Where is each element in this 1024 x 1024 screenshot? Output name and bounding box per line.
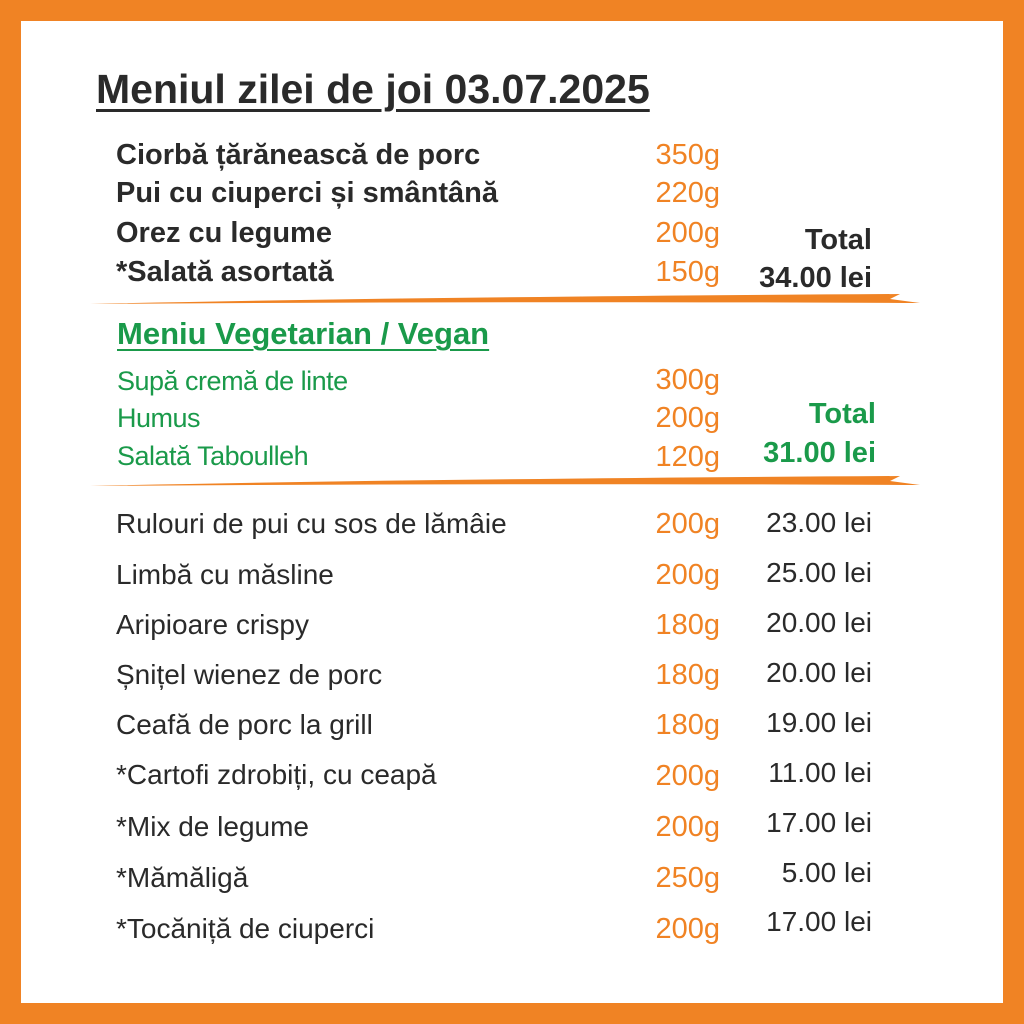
dish-weight: 200g: [655, 559, 720, 591]
dish-price: 17.00 lei: [766, 906, 872, 937]
vegetarian-total-price: 31.00 lei: [763, 437, 876, 469]
divider-line: [90, 476, 920, 490]
daily-item-name: Orez cu legume: [116, 217, 332, 249]
vegetarian-total-label: Total: [808, 398, 876, 430]
dish-name: Șnițel wienez de porc: [116, 659, 383, 690]
daily-item-name: Ciorbă țărănească de porc: [116, 139, 481, 171]
daily-item-name: Pui cu ciuperci și smântână: [116, 177, 498, 209]
dish-price: 17.00 lei: [766, 807, 872, 838]
daily-total-label: Total: [804, 224, 872, 256]
dish-name: *Mămăligă: [116, 862, 249, 893]
vegetarian-item-name: Supă cremă de linte: [117, 366, 348, 396]
daily-item-weight: 200g: [655, 217, 720, 249]
dish-weight: 200g: [655, 913, 720, 945]
vegetarian-item-weight: 120g: [655, 441, 720, 473]
daily-item-weight: 220g: [655, 177, 720, 209]
vegetarian-item-weight: 300g: [655, 364, 720, 396]
dish-name: *Cartofi zdrobiți, cu ceapă: [116, 759, 437, 790]
vegetarian-item-weight: 200g: [655, 402, 720, 434]
dish-weight: 200g: [655, 508, 720, 540]
dish-name: *Mix de legume: [116, 811, 309, 842]
dish-price: 5.00 lei: [781, 857, 872, 888]
dish-name: Aripioare crispy: [116, 609, 309, 640]
dish-name: Limbă cu măsline: [116, 559, 334, 590]
dish-weight: 180g: [655, 659, 720, 691]
vegetarian-item-name: Humus: [117, 403, 201, 433]
dish-price: 23.00 lei: [766, 507, 872, 538]
dish-price: 20.00 lei: [766, 657, 872, 688]
dish-weight: 250g: [655, 862, 720, 894]
dish-name: *Tocăniță de ciuperci: [116, 913, 375, 944]
dish-name: Ceafă de porc la grill: [116, 709, 373, 740]
daily-item-weight: 350g: [655, 139, 720, 171]
dish-weight: 200g: [655, 760, 720, 792]
dish-price: 25.00 lei: [766, 557, 872, 588]
dish-weight: 180g: [655, 709, 720, 741]
daily-item-weight: 150g: [655, 256, 720, 288]
dish-price: 19.00 lei: [766, 707, 872, 738]
daily-item-name: *Salată asortată: [116, 256, 334, 288]
dish-weight: 180g: [655, 609, 720, 641]
dish-name: Rulouri de pui cu sos de lămâie: [116, 508, 507, 539]
page-title: Meniul zilei de joi 03.07.2025: [96, 66, 650, 112]
dish-price: 20.00 lei: [766, 607, 872, 638]
dish-weight: 200g: [655, 811, 720, 843]
divider-line: [90, 294, 920, 308]
vegetarian-heading: Meniu Vegetarian / Vegan: [117, 316, 490, 351]
vegetarian-item-name: Salată Taboulleh: [117, 441, 309, 471]
dish-price: 11.00 lei: [768, 757, 872, 788]
daily-total-price: 34.00 lei: [759, 262, 872, 294]
